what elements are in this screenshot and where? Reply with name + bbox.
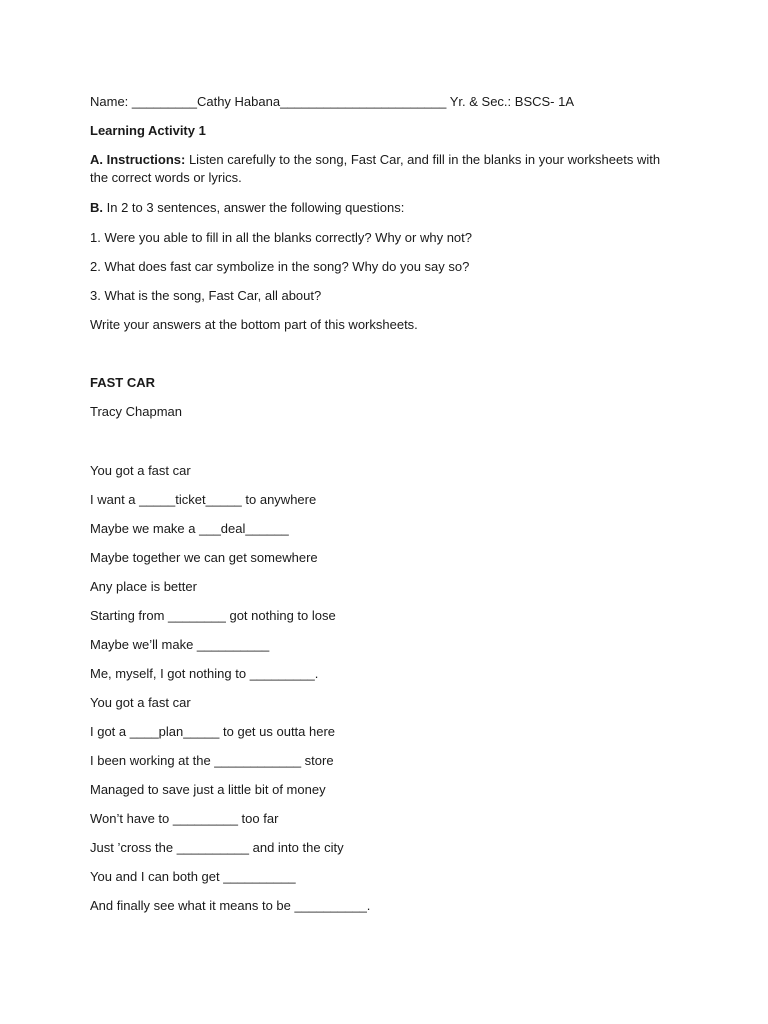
instructions-a [90,151,675,187]
lyric-line: I want a _____ticket_____ to anywhere [90,492,317,507]
instructions-a-label: A. Instructions: [90,152,186,167]
lyric-line: Maybe we’ll make __________ [90,637,270,652]
question-1: 1. Were you able to fill in all the blanks correctly? Why or why not? [90,230,472,245]
name-section-line: Name: _________Cathy Habana_______________________ Yr. & Sec.: BSCS- 1A [90,94,575,109]
lyric-line: Me, myself, I got nothing to _________. [90,666,319,681]
lyric-line: I been working at the ____________ store [90,753,334,768]
instructions-a-text: Listen carefully to the song, Fast Car, and fill in the blanks in your worksheets with the correct words or lyrics. [90,152,661,185]
lyric-line: Maybe together we can get somewhere [90,550,318,565]
lyric-line: And finally see what it means to be __________. [90,898,371,913]
lyric-line: Managed to save just a little bit of money [90,782,326,797]
lyric-line: Just ’cross the __________ and into the city [90,840,344,855]
lyric-line: You and I can both get __________ [90,869,296,884]
instructions-b-label: B. [90,200,103,215]
instructions-b-text: In 2 to 3 sentences, answer the following questions: [103,200,405,215]
song-title: FAST CAR [90,375,155,390]
lyric-line: I got a ____plan_____ to get us outta here [90,724,336,739]
activity-title: Learning Activity 1 [90,123,206,138]
instructions-b [90,199,404,217]
song-artist: Tracy Chapman [90,404,182,419]
lyric-line: Maybe we make a ___deal______ [90,521,289,536]
closing-instruction: Write your answers at the bottom part of this worksheets. [90,317,418,332]
lyric-line: Won’t have to _________ too far [90,811,279,826]
lyric-line: Any place is better [90,579,197,594]
lyric-line: You got a fast car [90,463,191,478]
question-2: 2. What does fast car symbolize in the song? Why do you say so? [90,259,470,274]
lyric-line: You got a fast car [90,695,191,710]
question-3: 3. What is the song, Fast Car, all about? [90,288,322,303]
lyric-line: Starting from ________ got nothing to lose [90,608,336,623]
